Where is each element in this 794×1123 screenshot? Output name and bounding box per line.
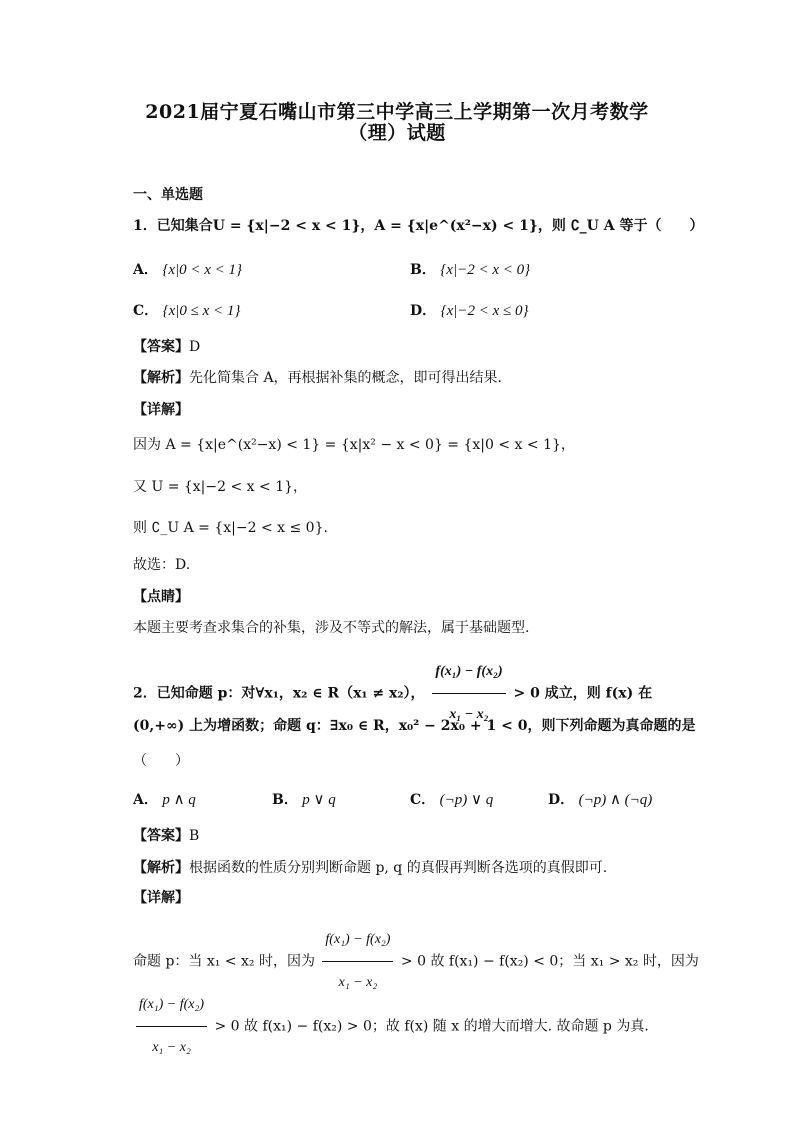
q1-analysis-text: 先化简集合 A，再根据补集的概念，即可得出结果.: [189, 370, 503, 386]
q2-detail-line-2: [133, 985, 649, 1068]
q2-option-d: [548, 789, 652, 809]
q2-detail-line-2-part-b: > 0 故 f(x₁) − f(x₂) > 0；故 f(x) 随 x 的增大而增大. 故命题 p 为真.: [214, 1018, 649, 1035]
q1-stem: 1．已知集合U = {x|−2 < x < 1}，A = {x|e^(x²−x) < 1}，则 ∁_U A 等于（ ）: [133, 218, 704, 234]
q1-option-c-label: C．: [133, 303, 159, 319]
q1-option-a: [133, 259, 242, 279]
q2-option-b-label: B．: [272, 792, 298, 808]
q2-option-c: [410, 789, 493, 809]
q1-option-d-text: {x|−2 < x ≤ 0}: [440, 303, 529, 319]
q2-option-a: [133, 789, 196, 809]
q2-answer-tag: 【答案】: [133, 828, 189, 844]
q2-detail-fraction-2-denominator: x₁ − x₂: [152, 1040, 191, 1055]
document-title-line-2: （理）试题: [348, 122, 446, 144]
q2-stem-fraction-numerator: f(x₁) − f(x₂): [432, 652, 505, 694]
q1-detail-line-3: 则 ∁_U A = {x|−2 < x ≤ 0}.: [133, 520, 328, 536]
q1-option-d-label: D．: [410, 303, 437, 319]
q2-option-a-label: A．: [133, 792, 158, 808]
q1-analysis-tag: 【解析】: [133, 370, 189, 386]
q2-detail-line-1-part-b: > 0 故 f(x₁) − f(x₂) < 0；当 x₁ > x₂ 时，因为: [400, 953, 699, 970]
q2-stem-line-3: （ ）: [133, 753, 189, 769]
q1-analysis: [133, 368, 502, 388]
q1-option-b: [410, 259, 530, 279]
q2-answer-value: B: [189, 828, 200, 844]
q2-stem-fraction-denominator: x₁ − x₂: [449, 707, 489, 722]
q2-detail-fraction-2-numerator: f(x₁) − f(x₂): [136, 985, 207, 1027]
q2-analysis-tag: 【解析】: [133, 860, 189, 876]
q1-answer-tag: 【答案】: [133, 339, 189, 355]
q2-stem-line-2: (0,+∞) 上为增函数；命题 q：∃x₀ ∈ R，x₀² − 2x₀ + 1 < 0，则下列命题为真命题的是: [133, 718, 696, 734]
q2-option-d-text: (¬p) ∧ (¬q): [578, 792, 653, 808]
q2-option-d-label: D．: [548, 792, 575, 808]
q1-option-b-label: B．: [410, 262, 436, 278]
q2-analysis-text: 根据函数的性质分别判断命题 p, q 的真假再判断各选项的真假即可.: [189, 860, 608, 876]
q1-option-a-label: A．: [133, 262, 158, 278]
q1-comment: 本题主要考查求集合的补集，涉及不等式的解法，属于基础题型.: [133, 620, 530, 636]
q2-stem-part-1: 2．已知命题 p：对∀x₁，x₂ ∈ R（x₁ ≠ x₂），: [133, 685, 425, 702]
q1-answer: [133, 337, 200, 357]
q2-detail-fraction-1-denominator: x₁ − x₂: [338, 975, 378, 990]
q1-option-b-text: {x|−2 < x < 0}: [440, 262, 531, 278]
q2-option-b: [272, 789, 336, 809]
q1-detail-line-2: 又 U = {x|−2 < x < 1}，: [133, 479, 308, 495]
q2-detail-fraction-1-numerator: f(x₁) − f(x₂): [322, 920, 393, 962]
q1-answer-value: D: [189, 339, 201, 355]
q1-option-d: [410, 300, 529, 320]
q1-detail-line-4: 故选：D.: [133, 557, 191, 573]
q2-detail-tag: 【详解】: [133, 890, 189, 906]
q2-detail-line-1-part-a: 命题 p：当 x₁ < x₂ 时，因为: [133, 953, 315, 970]
q2-option-c-label: C．: [410, 792, 436, 808]
q1-option-c-text: {x|0 ≤ x < 1}: [162, 303, 241, 319]
q2-option-c-text: (¬p) ∨ q: [439, 792, 494, 808]
q1-comment-tag: 【点睛】: [133, 589, 189, 605]
q2-option-b-text: p ∨ q: [302, 792, 336, 808]
q2-analysis: [133, 858, 607, 878]
q2-option-a-text: p ∧ q: [162, 792, 196, 808]
q1-detail-tag: 【详解】: [133, 402, 189, 418]
document-title-line-1: 2021届宁夏石嘴山市第三中学高三上学期第一次月考数学: [145, 101, 649, 123]
q1-detail-line-1: 因为 A = {x|e^(x²−x) < 1} = {x|x² − x < 0} = {x|0 < x < 1}，: [133, 437, 575, 453]
q1-option-a-text: {x|0 < x < 1}: [162, 262, 243, 278]
q2-detail-fraction-2: [136, 985, 207, 1068]
q1-option-c: [133, 300, 240, 320]
section-heading: 一、单选题: [133, 187, 203, 203]
q2-answer: [133, 826, 199, 846]
q2-stem-part-2: > 0 成立，则 f(x) 在: [513, 685, 653, 702]
